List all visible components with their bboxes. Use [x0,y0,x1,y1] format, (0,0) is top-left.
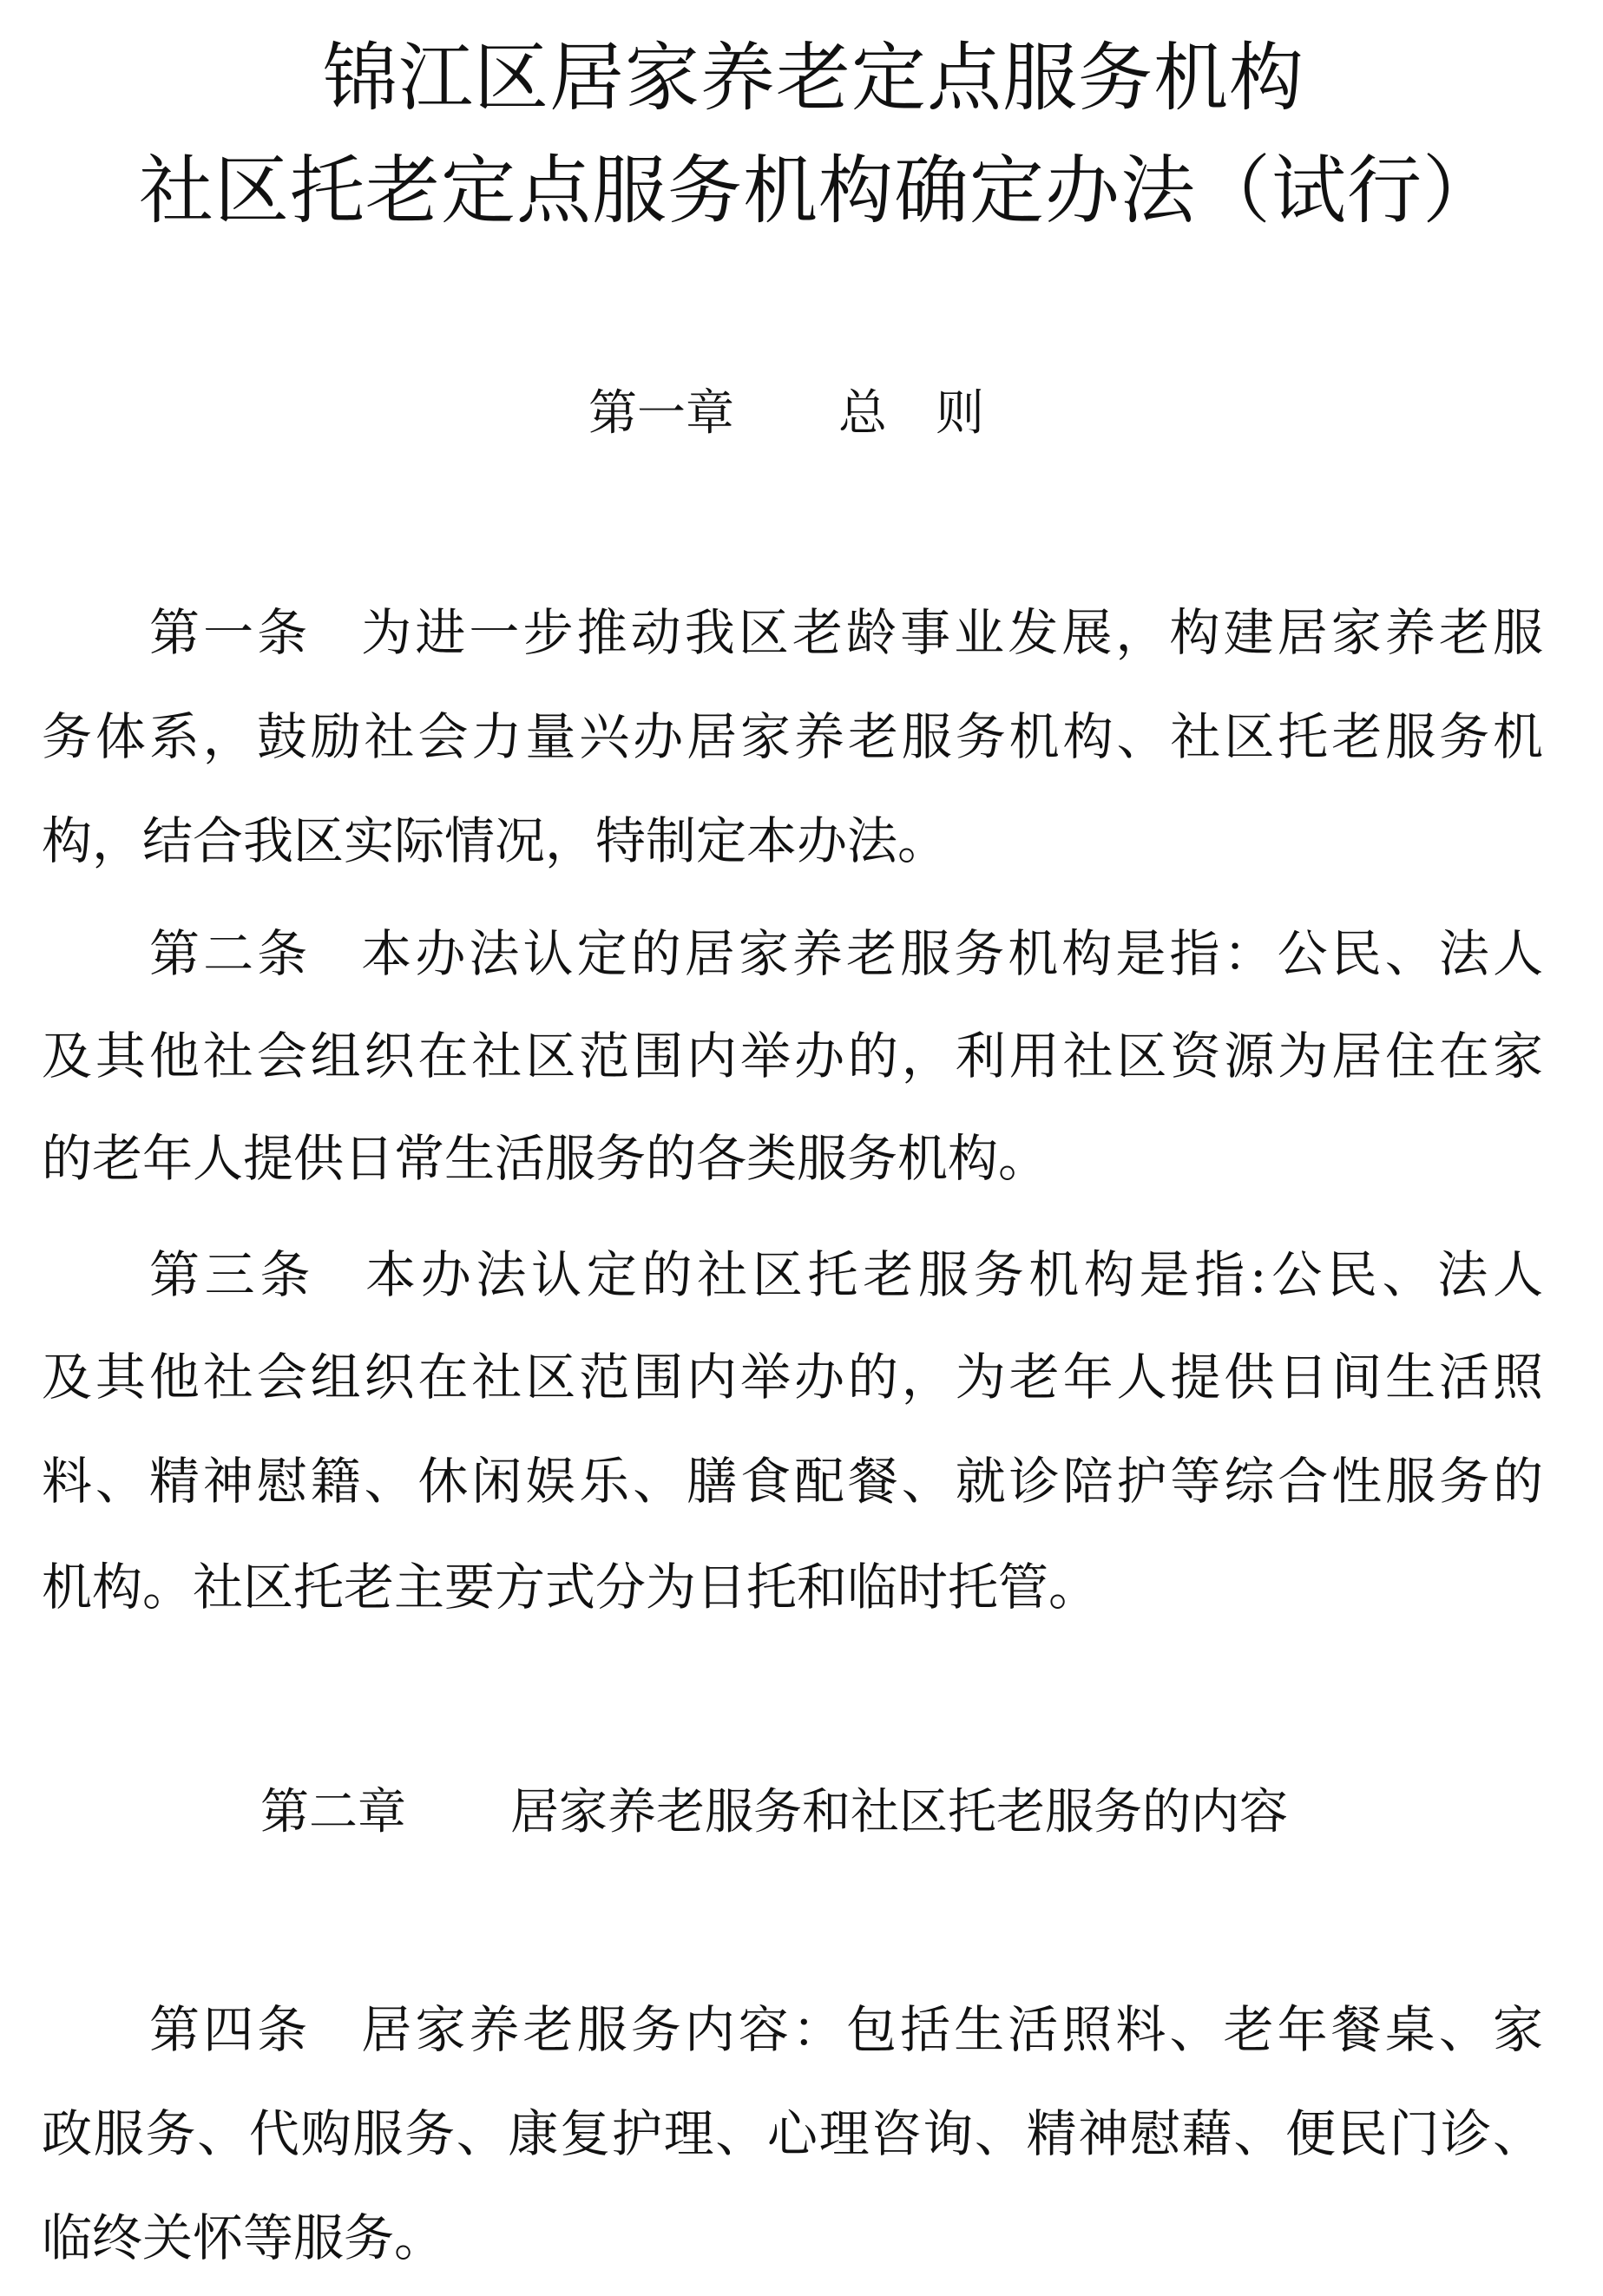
chapter-2-heading [260,1782,1288,1843]
article-4-line-1 [149,1999,1543,2060]
chapter-1-heading [588,384,984,444]
chapter-1-name-part-2: 则 [936,385,984,442]
article-3-line-1 [149,1244,1543,1305]
article-2-label: 第二条 [149,924,312,983]
article-3-line-4: 机构。社区托老主要方式分为日托和临时托管。 [42,1558,1100,1617]
article-1-line-3: 构，结合我区实际情况，特制定本办法。 [42,811,949,870]
document-title-line-2: 社区托老定点服务机构确定办法（试行） [139,148,1498,234]
article-4-label: 第四条 [149,2000,312,2059]
article-1-line-2: 务体系，鼓励社会力量兴办居家养老服务机构、社区托老服务机 [42,707,1543,766]
article-3-line-2: 及其他社会组织在社区范围内举办的，为老年人提供日间生活照 [42,1348,1543,1407]
chapter-1-label: 第一章 [588,385,734,442]
article-1-line-1 [149,602,1543,663]
article-1-label: 第一条 [149,603,312,662]
article-2-line-3: 的老年人提供日常生活服务的各类服务机构。 [42,1129,1049,1188]
article-2-line-2: 及其他社会组织在社区范围内举办的，利用社区资源为居住在家 [42,1027,1543,1086]
article-2-line-1 [149,923,1543,984]
article-3-line-3: 料、精神慰籍、休闲娱乐、膳食配餐、就诊陪护等综合性服务的 [42,1452,1543,1511]
article-1-text-1: 为进一步推动我区老龄事业发展，构建居家养老服 [361,603,1543,662]
article-4-line-2: 政服务、代购服务、康复护理、心理咨询、精神慰藉、便民门诊、 [42,2104,1543,2163]
chapter-1-name-part-1: 总 [838,385,887,442]
chapter-2-label: 第二章 [260,1784,406,1840]
article-3-text-1: 本办法认定的社区托老服务机构是指:公民、法人 [365,1245,1543,1304]
article-4-line-3: 临终关怀等服务。 [42,2208,445,2267]
article-4-text-1: 居家养老服务内容：包括生活照料、老年餐桌、家 [361,2000,1543,2059]
document-title-line-1: 锦江区居家养老定点服务机构 [323,35,1304,121]
article-3-label: 第三条 [149,1245,316,1304]
article-2-text-1: 本办法认定的居家养老服务机构是指：公民、法人 [361,924,1543,983]
chapter-2-name: 居家养老服务和社区托老服务的内容 [510,1784,1288,1840]
